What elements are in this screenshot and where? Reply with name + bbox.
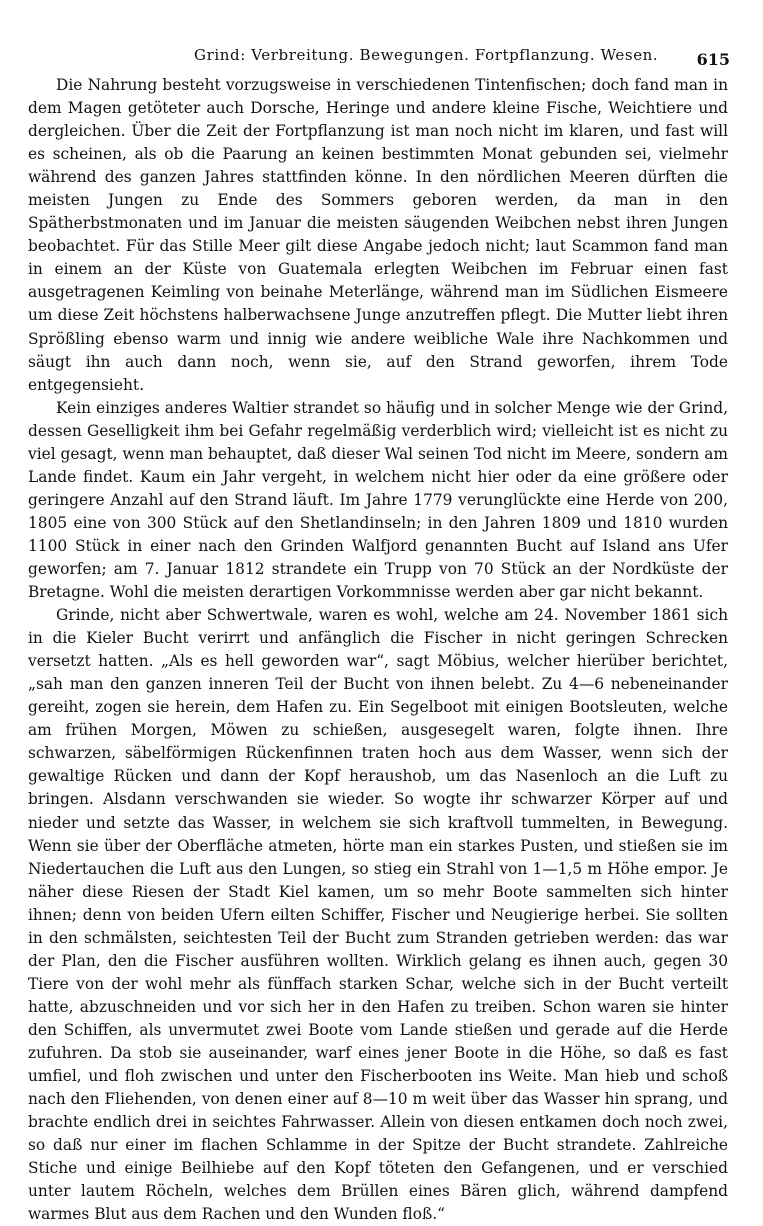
running-title: Grind: Verbreitung. Bewegungen. Fortpflanzung. Wesen.: [194, 46, 659, 64]
page-number: 615: [696, 50, 730, 69]
paragraph: Kein einziges anderes Waltier strandet so häufig und in solcher Menge wie der Grind, dessen Geselligkeit ihm bei Gefahr regelmäßig verderblich wird; vielleicht ist es nicht zu viel gesagt, wenn man behauptet, daß dieser Wal seinen Tod nicht im Meere, sondern am Lande findet. Kaum ein Jahr vergeht, in welchem nicht hier oder da eine größere oder geringere Anzahl auf den Strand läuft. Im Jahre 1779 verunglückte eine Herde von 200, 1805 eine von 300 Stück auf den Shetlandinseln; in den Jahren 1809 und 1810 wurden 1100 Stück in einer nach den Grinden Walfjord genannten Bucht auf Island ans Ufer geworfen; am 7. Januar 1812 strandete ein Trupp von 70 Stück an der Nordküste der Bretagne. Wohl die meisten derartigen Vorkommnisse werden aber gar nicht bekannt.: [28, 398, 728, 602]
paragraph: Die Nahrung besteht vorzugsweise in verschiedenen Tintenfischen; doch fand man in dem Magen getöteter auch Dorsche, Heringe und andere kleine Fische, Weichtiere und dergleichen. Über die Zeit der Fortpflanzung ist man noch nicht im klaren, und fast will es scheinen, als ob die Paarung an keinen bestimmten Monat gebunden sei, vielmehr während des ganzen Jahres stattfinden könne. In den nördlichen Meeren dürften die meisten Jungen zu Ende des Sommers geboren werden, da man in den Spätherbstmonaten und im Januar die meisten säugenden Weibchen nebst ihren Jungen beobachtet. Für das Stille Meer gilt diese Angabe jedoch nicht; laut Scammon fand man in einem an der Küste von Guatemala erlegten Weibchen im Februar einen fast ausgetragenen Keimling von beinahe Meterlänge, während man im Südlichen Eismeere um diese Zeit höchstens halberwachsene Junge anzutreffen pflegt. Die Mutter liebt ihren Sprößling ebenso warm und innig wie andere weibliche Wale ihre Nachkommen und säugt ihn auch dann noch, wenn sie, auf den Strand geworfen, ihrem Tode entgegensieht.: [28, 76, 728, 394]
paragraph: Grinde, nicht aber Schwertwale, waren es wohl, welche am 24. November 1861 sich in die Kieler Bucht verirrt und anfänglich die Fischer in nicht geringen Schrecken versetzt hatten. „Als es hell geworden war“, sagt Möbius, welcher hierüber berichtet, „sah man den ganzen inneren Teil der Bucht von ihnen belebt. Zu 4—6 nebeneinander gereiht, zogen sie herein, dem Hafen zu. Ein Segelboot mit einigen Bootsleuten, welche am frühen Morgen, Möwen zu schießen, ausgesegelt waren, folgte ihnen. Ihre schwarzen, säbelförmigen Rückenfinnen traten hoch aus dem Wasser, wenn sich der gewaltige Rücken und dann der Kopf heraushob, um das Nasenloch an die Luft zu bringen. Alsdann verschwanden sie wieder. So wogte ihr schwarzer Körper auf und nieder und setzte das Wasser, in welchem sie sich kraftvoll tummelten, in Bewegung. Wenn sie über der Oberfläche atmeten, hörte man ein starkes Pusten, und stießen sie im Niedertauchen die Luft aus den Lungen, so stieg ein Strahl von 1—1,5 m Höhe empor. Je näher diese Riesen der Stadt Kiel kamen, um so mehr Boote sammelten sich hinter ihnen; denn von beiden Ufern eilten Schiffer, Fischer und Neugierige herbei. Sie sollten in den schmälsten, seichtesten Teil der Bucht zum Stranden getrieben werden: das war der Plan, den die Fischer ausführen wollten. Wirklich gelang es ihnen auch, gegen 30 Tiere von der wohl mehr als fünffach starken Schar, welche sich in der Bucht verteilt hatte, abzuschneiden und vor sich her in den Hafen zu treiben. Schon waren sie hinter den Schiffen, als unvermutet zwei Boote vom Lande stießen und gerade auf die Herde zufuhren. Da stob sie auseinander, warf eines jener Boote in die Höhe, so daß es fast umfiel, und floh zwischen und unter den Fischerbooten ins Weite. Man hieb und schoß nach den Fliehenden, von denen einer auf 8—10 m weit über das Wasser hin sprang, und brachte endlich drei in seichtes Fahrwasser. Allein von diesen entkamen doch noch zwei, so daß nur einer im flachen Schlamme in der Spitze der Bucht strandete. Zahlreiche Stiche und einige Beilhiebe auf den Kopf töteten den Gefangenen, und er verschied unter lautem Röcheln, welches dem Brüllen eines Bären glich, während dampfend warmes Blut aus dem Rachen und den Wunden floß.“: [28, 606, 728, 1224]
body-text: [28, 74, 728, 1226]
running-head: [56, 44, 736, 72]
